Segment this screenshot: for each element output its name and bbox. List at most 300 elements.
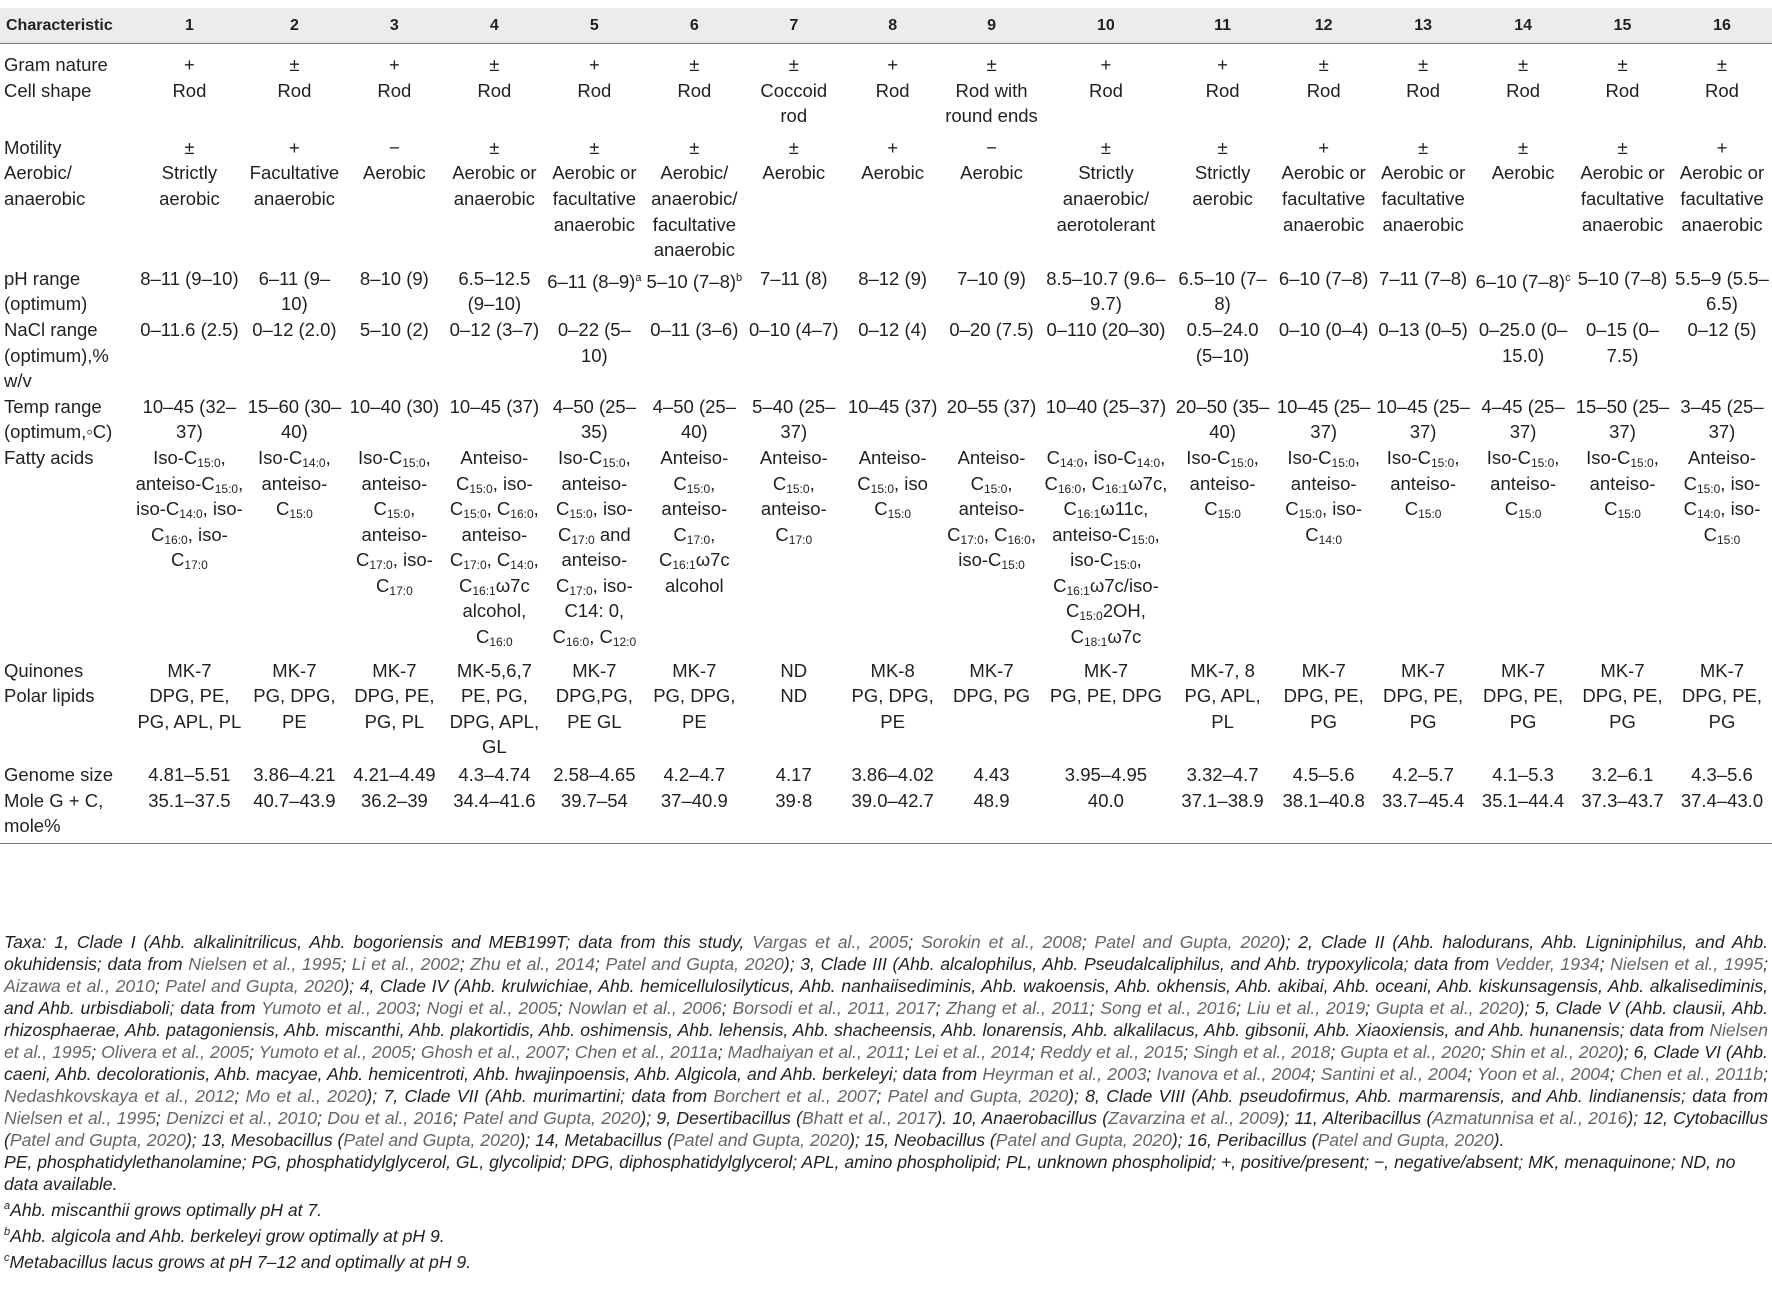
table-cell: PG, DPG, PE <box>851 685 934 732</box>
table-cell: ± <box>788 54 799 75</box>
table-cell: MK-7 <box>1301 659 1346 681</box>
table-cell: 6.5–12.5 (9–10) <box>458 267 531 315</box>
table-cell: 6–11 $(8-9)^a$ <box>547 270 642 292</box>
footnote-text: ; <box>1467 1064 1478 1084</box>
reference-link[interactable]: Singh et al., 2018 <box>1193 1042 1331 1062</box>
table-cell: Aerobic or facultative anaerobic <box>1580 162 1665 235</box>
table-cell: Iso-$C_{15:0}$, anteiso-$C_{15:0}$ <box>1486 446 1560 522</box>
table-cell: 8.5–10.7 (9.6–9.7) <box>1046 267 1166 315</box>
table-cell: Aerobic or facultative anaerobic <box>1380 162 1466 235</box>
table-cell: Anteiso-$C_{15:0}$, iso-$C_{15:0}$, $C_{16:0}$, anteiso-$C_{17:0}$, $C_{14:0}$, $C_{16:1}\omega 7c$ alcohol, $C_{16:0}$ <box>449 446 539 650</box>
reference-link[interactable]: Aizawa et al., 2010 <box>4 976 155 996</box>
table-cell: 4.1–5.3 <box>1492 764 1554 786</box>
table-cell: 4.43 <box>973 764 1010 786</box>
reference-link[interactable]: Lei et al., 2014 <box>914 1042 1031 1062</box>
table-cell: 10–45 (25–37) <box>1376 395 1470 443</box>
reference-link[interactable]: Sorokin et al., 2008 <box>921 932 1082 952</box>
table-cell: + <box>184 54 195 75</box>
footnote-text: ; <box>249 1042 259 1062</box>
table-row-gram-nature <box>0 44 1772 78</box>
column-header-9: 9 <box>942 8 1041 44</box>
table-cell: DPG, PE, PG <box>1681 685 1763 732</box>
table-row-cell-shape <box>0 78 1772 133</box>
table-cell: ± <box>489 136 500 158</box>
table-cell: + <box>1318 136 1330 158</box>
reference-link[interactable]: Nielsen et al., 1995 <box>4 1020 1768 1062</box>
reference-link[interactable]: Olivera et al., 2005 <box>101 1042 250 1062</box>
table-row-genome-size <box>0 762 1772 788</box>
table-cell: ± <box>1318 54 1329 75</box>
footnote-text: ; <box>935 998 947 1018</box>
table-cell: PG, DPG, PE <box>253 685 336 732</box>
footnote-text: ); 9, Desertibacillus ( <box>640 1108 802 1128</box>
footnote-text: ; <box>904 1042 915 1062</box>
table-cell: ± <box>589 136 600 158</box>
table-cell: 37.1–38.9 <box>1181 789 1264 811</box>
reference-link[interactable]: Gupta et al., 2020 <box>1375 998 1519 1018</box>
table-row-temp-range <box>0 394 1772 445</box>
table-row-quinones <box>0 658 1772 684</box>
reference-link[interactable]: Bhatt et al., 2017 <box>802 1108 937 1128</box>
table-cell: 6–11 (9–10) <box>258 267 331 315</box>
footnote-text: ); 8, Clade VIII (Ahb. pseudofirmus, Ahb. marmarensis, and Ahb. lindianensis; data from <box>1068 1086 1769 1106</box>
reference-link[interactable]: Heyrman et al., 2003 <box>982 1064 1147 1084</box>
column-header-4: 4 <box>444 8 544 44</box>
reference-link[interactable]: Yoon et al., 2004 <box>1477 1064 1610 1084</box>
table-cell: DPG, PE, PG <box>1283 685 1364 732</box>
row-label: Cell shape <box>4 79 92 101</box>
reference-link[interactable]: Patel and Gupta, 2020 <box>1317 1130 1494 1150</box>
table-cell: Anteiso-$C_{15:0}$, iso $C_{15:0}$ <box>857 446 928 522</box>
table-cell: PE, PG, DPG, APL, GL <box>449 685 540 758</box>
table-cell: 10–45 (32–37) <box>142 395 237 443</box>
table-cell: MK-7 <box>1083 659 1129 681</box>
table-cell: 40.0 <box>1087 789 1124 811</box>
footnote-text: ; <box>415 998 427 1018</box>
footnote-text: ). <box>1493 1130 1505 1150</box>
column-header-3: 3 <box>344 8 444 44</box>
table-cell: ± <box>1100 136 1112 158</box>
reference-link[interactable]: Patel and Gupta, 2020 <box>995 1130 1172 1150</box>
table-cell: Iso-$C_{15:0}$, anteiso-$C_{15:0}$, iso-$C_{14:0}$, iso-$C_{16:0}$, iso-$C_{17:0}$ <box>135 446 244 573</box>
column-header-15: 15 <box>1573 8 1672 44</box>
footnote-text: ; <box>1480 1042 1491 1062</box>
table-row-aerobic-anaerobic <box>0 160 1772 265</box>
table-cell: 20–50 (35–40) <box>1175 395 1270 443</box>
reference-link[interactable]: Li et al., 2002 <box>351 954 460 974</box>
table-cell: 3–45 (25–37) <box>1680 395 1764 443</box>
footnote-text: ; <box>452 1108 463 1128</box>
reference-link[interactable]: Liu et al., 2019 <box>1246 998 1366 1018</box>
table-cell: 48.9 <box>973 789 1010 811</box>
footnote-text: ; <box>594 954 606 974</box>
table-cell: Anteiso-$C_{15:0}$, iso-$C_{14:0}$, iso-$C_{15:0}$ <box>1683 446 1761 547</box>
footnote-text: ; <box>1183 1042 1194 1062</box>
reference-link[interactable]: Santini et al., 2004 <box>1320 1064 1468 1084</box>
footnote-text: ; <box>91 1042 102 1062</box>
table-cell: Rod <box>377 79 412 101</box>
table-cell: 8–10 (9) <box>359 267 429 289</box>
table-cell: 5.5–9 (5.5–6.5) <box>1675 267 1769 315</box>
row-label: pH range (optimum) <box>4 267 88 315</box>
footnote-text: ; <box>721 998 733 1018</box>
table-cell: Facultative anaerobic <box>249 162 340 209</box>
row-label: Fatty acids <box>4 446 94 468</box>
table-cell: Iso-$C_{15:0}$, anteiso-$C_{15:0}$ <box>1586 446 1659 522</box>
footnote-text: ); 2, Clade II (Ahb. halodurans, Ahb. Ligniniphilus, and Ahb. okuhidensis; data from <box>4 932 1769 974</box>
table-cell: Rod <box>1705 79 1739 101</box>
table-row-motility <box>0 133 1772 161</box>
note-text: Ahb. algicola and Ahb. berkeleyi grow optimally at pH 9. <box>10 1225 445 1246</box>
footnote-text: ; <box>1365 998 1376 1018</box>
reference-link[interactable]: Patel and Gupta, 2020 <box>672 1130 850 1150</box>
table-cell: PG, APL, PL <box>1184 685 1261 732</box>
note-marker: c <box>4 1251 10 1264</box>
table-cell: Rod <box>1088 79 1123 101</box>
footnote-text: ; <box>341 954 352 974</box>
reference-link[interactable]: Yumoto et al., 2005 <box>258 1042 411 1062</box>
table-cell: + <box>1217 54 1228 75</box>
footnote-text: ; <box>1089 998 1101 1018</box>
column-header-8: 8 <box>843 8 942 44</box>
table-cell: 33.7–45.4 <box>1381 789 1465 811</box>
table-cell: Aerobic or anaerobic <box>452 162 537 209</box>
table-cell: 10–45 (37) <box>449 395 540 417</box>
table-cell: DPG, PE, PG, APL, PL <box>137 685 242 732</box>
table-cell: Aerobic or facultative anaerobic <box>1281 162 1366 235</box>
table-cell: Rod <box>277 79 312 101</box>
reference-link[interactable]: Shin et al., 2020 <box>1490 1042 1618 1062</box>
table-cell: 15–60 (30–40) <box>247 395 342 443</box>
table-cell: DPG, PE, PG <box>1482 685 1564 732</box>
table-cell: ± <box>1518 54 1529 75</box>
taxa-footnote <box>4 931 1768 1151</box>
table-cell: Iso-$C_{15:0}$, anteiso-$C_{15:0}$ <box>1186 446 1259 522</box>
reference-link[interactable]: Borchert et al., 2007 <box>713 1086 877 1106</box>
table-cell: 3.86–4.21 <box>253 764 336 786</box>
footnote-text: ); 6, Clade VI (Ahb. caeni, Ahb. decolorationis, Ahb. macyae, Ahb. hemicentroti, Ahb. hwajinpoensis, Ahb. Algicola, and Ahb. berkeleyi; data from <box>4 1042 1768 1084</box>
footnote-text: ; <box>459 954 471 974</box>
table-cell: + <box>887 136 899 158</box>
table-cell: MK-7 <box>1699 659 1745 681</box>
table-cell: 8–12 (9) <box>858 267 928 289</box>
footnote-text: ); 5, Clade V (Ahb. clausii, Ahb. rhizosphaerae, Ahb. patagoniensis, Ahb. miscanthi, Ahb. plakortidis, Ahb. oshimensis, Ahb. lehensis, Ahb. shacheensis, Ahb. lonarensis, Ahb. alkalilacus, Ahb. gibsonii, Ahb. Xiaoxiensis, and Ahb. hunanensis; data from <box>4 998 1769 1040</box>
table-cell: PG, DPG, PE <box>653 685 736 732</box>
note-marker: b <box>4 1225 11 1238</box>
table-cell: Iso-$C_{15:0}$, anteiso-$C_{15:0}$ <box>1386 446 1460 522</box>
reference-link[interactable]: Patel and Gupta, 2020 <box>343 1130 520 1150</box>
footnote-text: ); 15, Neobacillus ( <box>849 1130 996 1150</box>
table-cell: Iso-$C_{15:0}$, anteiso-$C_{15:0}$, anteiso-$C_{17:0}$, iso-$C_{17:0}$ <box>355 446 433 598</box>
table-cell: 39.0–42.7 <box>851 789 934 811</box>
footnote-text: ; <box>155 1108 167 1128</box>
table-cell: DPG, PE, PG <box>1582 685 1663 732</box>
table-cell: Rod <box>477 79 512 101</box>
table-cell: 4.17 <box>775 764 812 786</box>
footnote-text: ; <box>565 1042 575 1062</box>
reference-link[interactable]: Nielsen et al., 1995 <box>4 1108 156 1128</box>
table-cell: ± <box>1716 54 1728 75</box>
reference-link[interactable]: Nielsen et al., 1995 <box>1610 954 1764 974</box>
table-cell: 5–10 $(7-8)^b$ <box>646 270 743 292</box>
table-cell: 0–25.0 (0–15.0) <box>1478 318 1568 366</box>
reference-link[interactable]: Zhu et al., 2014 <box>470 954 595 974</box>
table-cell: Rod <box>1306 79 1341 101</box>
table-cell: 5–10 (2) <box>359 318 429 340</box>
table-cell: Rod <box>172 79 207 101</box>
footnote-text: ; <box>234 1086 246 1106</box>
table-cell: 0–12 (3–7) <box>449 318 540 340</box>
table-cell: ± <box>1518 136 1529 158</box>
table-cell: 4.3–5.6 <box>1691 764 1753 786</box>
reference-link[interactable]: Patel and Gupta, 2020 <box>605 954 784 974</box>
reference-link[interactable]: Chen et al., 2011b <box>1619 1064 1764 1084</box>
row-label: Gram nature <box>4 54 108 75</box>
table-cell: Rod <box>875 79 910 101</box>
table-cell: 3.32–4.7 <box>1186 764 1259 786</box>
reference-link[interactable]: Zavarzina et al., 2009 <box>1108 1108 1279 1128</box>
table-cell: 5–10 (7–8) <box>1577 267 1668 289</box>
column-header-11: 11 <box>1171 8 1274 44</box>
table-cell: ± <box>1418 54 1429 75</box>
footnote-text: ; <box>876 1086 888 1106</box>
table-cell: 37–40.9 <box>660 789 728 811</box>
column-header-12: 12 <box>1274 8 1373 44</box>
table-cell: Iso-$C_{15:0}$, anteiso-$C_{15:0}$, iso-$C_{17:0}$ and anteiso-$C_{17:0}$, iso-C14: 0, $C_{16:0}$, $C_{12:0}$ <box>552 446 637 650</box>
table-cell: Iso-$C_{15:0}$, anteiso-$C_{15:0}$, iso-$C_{14:0}$ <box>1285 446 1363 547</box>
table-cell: 6–10 (7–8) <box>1278 267 1369 289</box>
table-cell: 3.2–6.1 <box>1591 764 1654 786</box>
column-header-7: 7 <box>744 8 843 44</box>
table-cell: ± <box>788 136 799 158</box>
table-cell: Strictly anaerobic/ aerotolerant <box>1056 162 1156 235</box>
table-cell: 4.3–4.74 <box>458 764 531 786</box>
table-cell: 7–11 (8) <box>759 267 828 289</box>
table-cell: 36.2–39 <box>360 789 428 811</box>
table-cell: 5–40 (25–37) <box>752 395 836 443</box>
table-cell: Rod <box>577 79 612 101</box>
row-label: Temp range (optimum,◦C) <box>4 395 113 443</box>
footnote-text: ). 10, Anaerobacillus ( <box>936 1108 1109 1128</box>
table-cell: + <box>1716 136 1728 158</box>
table-cell: MK-7 <box>1500 659 1546 681</box>
table-cell: 4.5–5.6 <box>1292 764 1355 786</box>
row-label: Motility <box>4 136 62 158</box>
table-cell: Rod <box>677 79 712 101</box>
row-label: Polar lipids <box>4 685 95 707</box>
reference-link[interactable]: Ivanova et al., 2004 <box>1156 1064 1311 1084</box>
reference-link[interactable]: Yumoto et al., 2003 <box>261 998 416 1018</box>
table-cell: + <box>288 136 300 158</box>
table-cell: 2.58–4.65 <box>553 764 636 786</box>
reference-link[interactable]: Azmatunnisa et al., 2016 <box>1432 1108 1628 1128</box>
table-header-row <box>0 8 1772 44</box>
reference-link[interactable]: Borsodi et al., 2011, 2017 <box>732 998 936 1018</box>
footnote-text: Taxa: 1, Clade I (Ahb. alkalinitrilicus, Ahb. bogoriensis and MEB199T; data from this study, <box>4 932 753 952</box>
footnote-text: ; <box>1330 1042 1341 1062</box>
reference-link[interactable]: Patel and Gupta, 2020 <box>887 1086 1069 1106</box>
table-cell: 20–55 (37) <box>946 395 1037 417</box>
table-cell: Aerobic <box>1491 162 1555 184</box>
footnote-text: ); 12, Cytobacillus ( <box>4 1108 1768 1150</box>
table-cell: 8–11 (9–10) <box>140 267 239 289</box>
reference-link[interactable]: Vedder, 1934 <box>1494 954 1600 974</box>
footnote-text: ); 16, Peribacillus ( <box>1171 1130 1318 1150</box>
footnote-text: ; <box>1599 954 1611 974</box>
table-cell: Aerobic or facultative anaerobic <box>1679 162 1765 235</box>
reference-link[interactable]: Mo et al., 2020 <box>245 1086 367 1106</box>
reference-link[interactable]: Patel and Gupta, 2020 <box>9 1130 186 1150</box>
table-cell: 7–10 (9) <box>957 267 1026 289</box>
table-cell: Anteiso-$C_{15:0}$, anteiso-$C_{17:0}$, $C_{16:0}$, iso-$C_{15:0}$ <box>947 446 1036 573</box>
table-cell: Rod <box>1605 79 1640 101</box>
note-marker: a <box>4 1200 11 1212</box>
abbreviations-footnote: PE, phosphatidylethanolamine; PG, phosphatidylglycerol, GL, glycolipid; DPG, diphosphatidylglycerol; APL, amino phospholipid; PL, unknown phospholipid; +, positive/present; −, negative/absent; MK, menaquinone; ND, no data available. <box>4 1152 1736 1194</box>
footnote-text: ); 7, Clade VII (Ahb. murimartini; data from <box>366 1086 714 1106</box>
footnote-text: ; <box>411 1042 421 1062</box>
column-header-10: 10 <box>1041 8 1171 44</box>
footnote-text: ; <box>717 1042 728 1062</box>
reference-link[interactable]: Ghosh et al., 2007 <box>420 1042 565 1062</box>
reference-link[interactable]: Reddy et al., 2015 <box>1040 1042 1184 1062</box>
table-row-polar-lipids <box>0 683 1772 762</box>
table-cell: 38.1–40.8 <box>1282 789 1365 811</box>
table-cell: + <box>1100 54 1112 75</box>
table-cell: 4.2–5.7 <box>1392 764 1454 786</box>
table-cell: 37.3–43.7 <box>1581 789 1664 811</box>
reference-link[interactable]: Denizci et al., 2010 <box>166 1108 318 1128</box>
table-cell: 10–45 (25–37) <box>1276 395 1371 443</box>
row-label: Aerobic/ anaerobic <box>4 162 86 209</box>
table-cell: Strictly aerobic <box>159 162 220 209</box>
table-cell: Coccoid rod <box>760 79 828 127</box>
table-cell: MK-7 <box>272 659 317 681</box>
reference-link[interactable]: Song et al., 2016 <box>1100 998 1237 1018</box>
footnote-text: ); 4, Clade IV (Ahb. krulwichiae, Ahb. hemicellulosilyticus, Ahb. nanhaiisediminis, Ahb. wakoensis, Ahb. okhensis, Ahb. akibai, Ahb. oceani, Ahb. kiskunsagensis, Ahb. alkalisediminis, and Ahb. urbisdiaboli; data from <box>4 976 1768 1018</box>
reference-link[interactable]: Patel and Gupta, 2020 <box>463 1108 641 1128</box>
table-cell: 10–40 (25–37) <box>1045 395 1167 417</box>
table-cell: 0–10 (0–4) <box>1278 318 1369 340</box>
column-header-2: 2 <box>244 8 344 44</box>
note-b <box>4 1226 445 1246</box>
table-cell: MK-7 <box>672 659 717 681</box>
table-cell: Iso-$C_{14:0}$, anteiso-$C_{15:0}$ <box>258 446 331 522</box>
table-cell: Anteiso-$C_{15:0}$, anteiso-$C_{17:0}$, $C_{16:1}\omega 7c$ alcohol <box>658 446 730 596</box>
footnote-text: ); 3, Clade III (Ahb. alcalophilus, Ahb. Pseudalcaliphilus, and Ahb. trypoxylicola; data from <box>783 954 1495 974</box>
row-label: Mole G + C, mole% <box>4 789 104 837</box>
table-cell: 4–50 (25–35) <box>552 395 637 443</box>
reference-link[interactable]: Nielsen et al., 1995 <box>188 954 342 974</box>
table-cell: + <box>388 54 400 75</box>
footnote-text: ); 13, Mesobacillus ( <box>185 1130 344 1150</box>
column-header-5: 5 <box>544 8 644 44</box>
table-cell: DPG, PG <box>952 685 1031 707</box>
table-row-nacl-range <box>0 317 1772 394</box>
characteristics-table <box>0 8 1772 844</box>
table-cell: 0–12 (2.0) <box>252 318 337 340</box>
reference-link[interactable]: Chen et al., 2011a <box>574 1042 718 1062</box>
table-cell: MK-8 <box>870 659 915 681</box>
table-cell: 34.4–41.6 <box>453 789 536 811</box>
table-cell: ND <box>780 659 808 681</box>
table-cell: 0–12 (4) <box>858 318 928 340</box>
table-cell: ± <box>689 54 700 75</box>
table-cell: 37.4–43.0 <box>1680 789 1764 811</box>
table-cell: 0–15 (0–7.5) <box>1585 318 1660 366</box>
table-cell: 4–45 (25–37) <box>1481 395 1565 443</box>
table-cell: ± <box>1418 136 1429 158</box>
superscript-notes <box>4 1195 1768 1273</box>
table-cell: MK-7 <box>1401 659 1446 681</box>
table-cell: 35.1–37.5 <box>148 789 231 811</box>
reference-link[interactable]: Zhang et al., 2011 <box>946 998 1090 1018</box>
reference-link[interactable]: Nogi et al., 2005 <box>426 998 558 1018</box>
table-cell: DPG,PG, PE GL <box>555 685 633 732</box>
table-cell: ± <box>1217 136 1228 158</box>
table-cell: Aerobic <box>960 162 1023 184</box>
table-cell: 40.7–43.9 <box>253 789 336 811</box>
table-cell: + <box>887 54 899 75</box>
footnote-text: ; <box>1081 932 1095 952</box>
table-cell: Aerobic <box>363 162 426 184</box>
table-cell: Rod <box>1406 79 1441 101</box>
table-cell: 0–20 (7.5) <box>949 318 1034 340</box>
table-cell: 35.1–44.4 <box>1481 789 1565 811</box>
reference-link[interactable]: Gupta et al., 2020 <box>1340 1042 1481 1062</box>
table-row-mole-gc <box>0 788 1772 844</box>
table-cell: 0–11 (3–6) <box>650 318 739 340</box>
table-cell: PG, PE, DPG <box>1049 685 1162 707</box>
reference-link[interactable]: Dou et al., 2016 <box>327 1108 453 1128</box>
table-cell: + <box>588 54 600 75</box>
table-cell: MK-5,6,7 <box>456 659 532 681</box>
footnote-text: ; <box>1609 1064 1620 1084</box>
table-cell: − <box>986 136 997 158</box>
reference-link[interactable]: Vargas et al., 2005 <box>752 932 909 952</box>
table-cell: $C_{14:0}$, iso-$C_{14:0}$, $C_{16:0}$, $C_{16:1}\omega 7c$, $C_{16:1}\omega 11c$, anteiso-$C_{15:0}$, iso-$C_{15:0}$, $C_{16:1}\omega 7c/iso-C_{15:0}2OH$, $C_{18:1}\omega 7c$ <box>1044 446 1168 650</box>
table-cell: 0–11.6 (2.5) <box>140 318 239 340</box>
table-cell: 4.81–5.51 <box>148 764 231 786</box>
reference-link[interactable]: Patel and Gupta, 2020 <box>1094 932 1280 952</box>
table-cell: Strictly aerobic <box>1192 162 1253 209</box>
table-cell: 4–50 (25–40) <box>652 395 736 443</box>
row-label: Genome size <box>4 764 113 786</box>
table-cell: 0–12 (5) <box>1687 318 1757 340</box>
table-cell: MK-7 <box>572 659 617 681</box>
footnote-text: ); 14, Metabacillus ( <box>519 1130 673 1150</box>
footnote-text: ; <box>1310 1064 1321 1084</box>
table-cell: MK-7, 8 <box>1190 659 1255 681</box>
table-cell: Rod <box>1205 79 1240 101</box>
table-cell: ± <box>1617 136 1628 158</box>
table-cell: Aerobic or facultative anaerobic <box>552 162 637 235</box>
reference-link[interactable]: Patel and Gupta, 2020 <box>165 976 344 996</box>
table-cell: MK-7 <box>167 659 212 681</box>
reference-link[interactable]: Nowlan et al., 2006 <box>568 998 722 1018</box>
table-cell: − <box>388 136 400 158</box>
table-cell: 0–110 (20–30) <box>1046 318 1166 340</box>
table-cell: MK-7 <box>969 659 1014 681</box>
footnote-text: ); 11, Alteribacillus ( <box>1278 1108 1433 1128</box>
table-cell: Rod with round ends <box>945 79 1038 127</box>
reference-link[interactable]: Madhaiyan et al., 2011 <box>727 1042 905 1062</box>
table-cell: ± <box>1617 54 1628 75</box>
table-cell: 39·8 <box>775 789 813 811</box>
reference-link[interactable]: Nedashkovskaya et al., 2012 <box>4 1086 235 1106</box>
row-label: NaCl range (optimum),% w/v <box>4 318 109 392</box>
table-cell: ± <box>986 54 997 75</box>
table-cell: MK-7 <box>372 659 417 681</box>
